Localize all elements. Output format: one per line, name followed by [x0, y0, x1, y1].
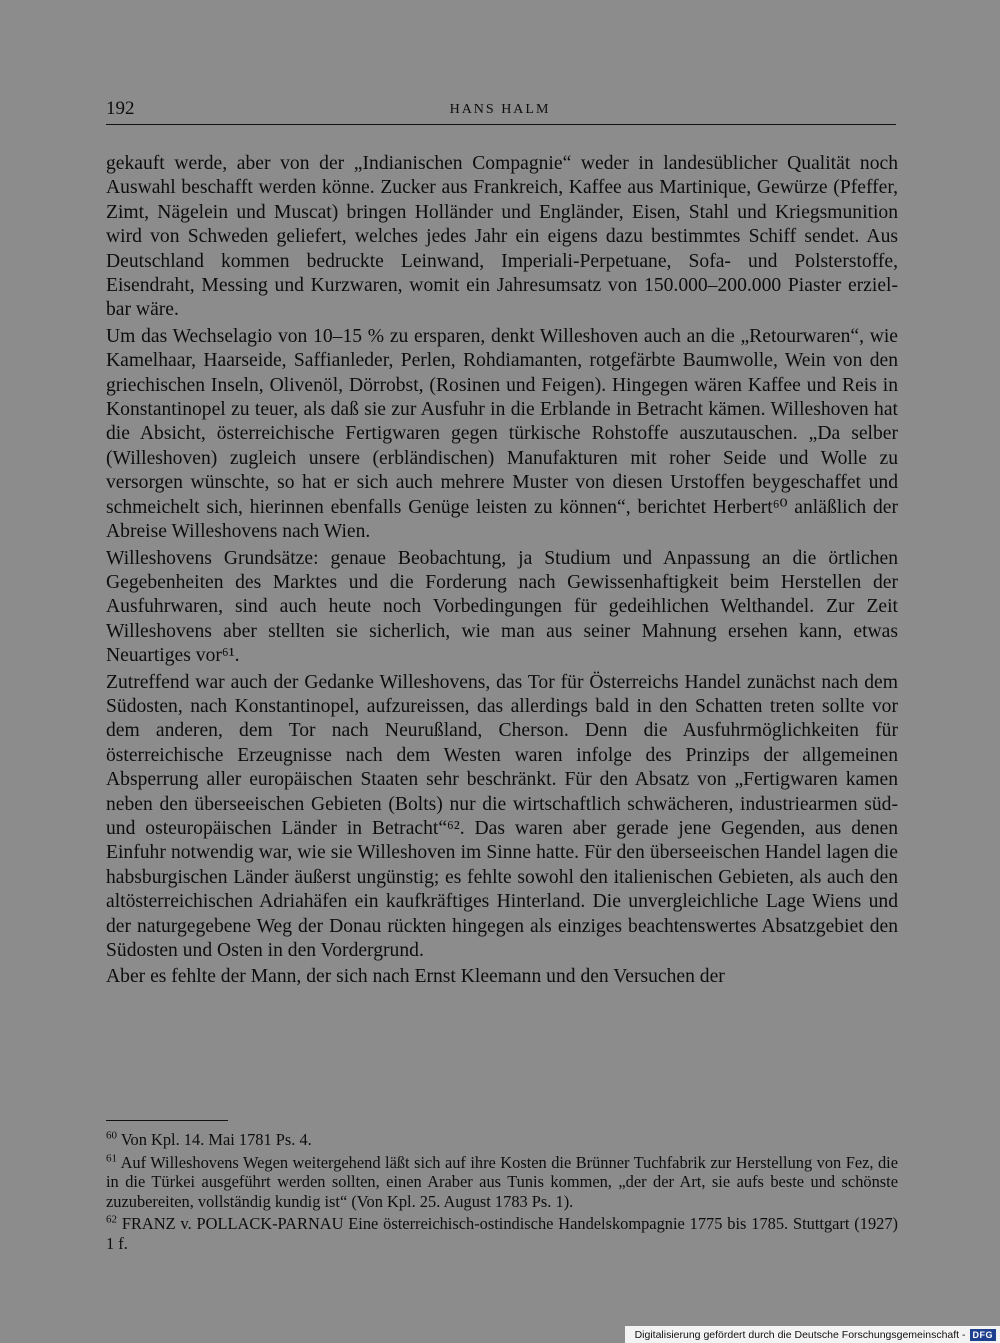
footnote-number: 62	[106, 1213, 117, 1226]
footnote-number: 61	[106, 1152, 117, 1165]
footnote	[106, 1214, 898, 1253]
paragraph: Willeshovens Grundsätze: genaue Beobachtung, ja Studium und Anpassung an die örtlichen Gegebenheiten des Marktes und die Forderung nach Gewissenhaftigkeit beim Herstellen der Ausfuhrwaren, sind auch heute noch Vorbedingungen für gedeihlichen Welthandel. Zur Zeit Willeshovens aber stellten sie sicherlich, wie man aus seiner Mahnung ersehen kann, etwas Neuartiges vor⁶¹.	[106, 547, 898, 667]
footnote-text: Auf Willeshovens Wegen weitergehend läßt sich auf ihre Kosten die Brünner Tuchfabrik zur Herstellung von Fez, die in die Türkei ausgeführt werden sollten, einen Araber aus Tunis kommen, „der der Art, sie aufs beste und schönste zuzubereiten, vollständig kundig ist“ (Von Kpl. 25. August 1783 Ps. 1).	[106, 1152, 898, 1211]
dfg-logo: DFG	[970, 1329, 997, 1341]
credit-text: Digitalisierung gefördert durch die Deutsche Forschungsgemeinschaft -	[634, 1328, 966, 1341]
footnote	[106, 1130, 898, 1150]
footnote	[106, 1153, 898, 1212]
running-head: HANS HALM	[449, 102, 551, 117]
body-text	[106, 152, 898, 992]
footnotes	[106, 1130, 898, 1257]
header-rule	[106, 124, 896, 125]
paragraph: Aber es fehlte der Mann, der sich nach Ernst Kleemann und den Versuchen der	[106, 966, 725, 988]
paragraph: gekauft werde, aber von der „Indianischen Compagnie“ weder in landesüblicher Qualität noch Auswahl beschafft werden könne. Zucker aus Frankreich, Kaffee aus Martinique, Gewürze (Pfeffer, Zimt, Nägelein und Muscat) bringen Holländer und Engländer, Eisen, Stahl und Kriegsmunition wird von Schweden geliefert, welches jedes Jahr ein eigens dazu bestimmtes Schiff sendet. Aus Deutschland kommen bedruckte Leinwand, Imperiali-Perpetuane, Sofa- und Polsterstoffe, Eisendraht, Messing und Kurzwaren, womit ein Jahresumsatz von 150.000–200.000 Piaster erzielbar wäre.	[106, 153, 898, 321]
digitization-credit	[625, 1326, 1000, 1343]
footnote-text: Von Kpl. 14. Mai 1781 Ps. 4.	[120, 1130, 312, 1149]
footnote-rule	[106, 1120, 228, 1121]
footnote-number: 60	[106, 1129, 117, 1142]
footnote-text: FRANZ v. POLLACK-PARNAU Eine österreichisch-ostindische Handelskompagnie 1775 bis 1785. Stuttgart (1927) 1 f.	[106, 1214, 898, 1253]
paragraph: Um das Wechselagio von 10–15 % zu ersparen, denkt Willeshoven auch an die „Retourwaren“, wie Kamelhaar, Haarseide, Saffianleder, Perlen, Rohdiamanten, rotgefärbte Baumwolle, Wein von den griechischen Inseln, Olivenöl, Dörrobst, (Rosinen und Feigen). Hingegen wären Kaffee und Reis in Konstantinopel zu teuer, als daß sie zur Ausfuhr in die Erblande in Betracht kämen. Willeshoven hat die Absicht, österreichische Fertigwaren gegen türkische Rohstoffe auszutauschen. „Da selber (Willeshoven) zugleich unsere (erbländischen) Manufakturen mit roher Seide und Wolle zu versorgen wünschte, so hat er sich auch mehrere Muster von diesen Urstoffen beygeschaffet und schmeichelt sich, hierinnen ebenfalls Genüge leisten zu können“, berichtet Herbert⁶⁰ anläßlich der Abreise Willeshovens nach Wien.	[106, 325, 898, 543]
paragraph: Zutreffend war auch der Gedanke Willeshovens, das Tor für Österreichs Handel zunächst nach dem Südosten, nach Konstantinopel, aufzureissen, das allerdings bald in den Schatten treten sollte vor dem anderen, dem Tor nach Neurußland, Cherson. Denn die Ausfuhrmöglichkeiten für österreichische Erzeugnisse nach dem Westen waren infolge des Prinzips der allgemeinen Absperrung aller europäischen Staaten sehr beschränkt. Für den Absatz von „Fertigwaren kamen neben den überseeischen Gebieten (Bolts) nur die wirtschaftlich schwächeren, industriearmen süd- und osteuropäischen Länder in Betracht“⁶². Das waren aber gerade jene Gegenden, aus denen Einfuhr notwendig war, wie sie Willeshoven im Sinne hatte. Für den überseeischen Handel lagen die habsburgischen Länder äußerst ungünstig; es fehlte sowohl den italienischen Gebieten, als auch den altösterreichischen Adriahäfen ein kaufkräftiges Hinterland. Die unvergleichliche Lage Wiens und der naturgegebene Weg der Donau rückten hingegen als einziges beachtenswertes Absatzgebiet den Südosten und Osten in den Vordergrund.	[106, 671, 898, 961]
page-number: 192	[106, 98, 135, 119]
